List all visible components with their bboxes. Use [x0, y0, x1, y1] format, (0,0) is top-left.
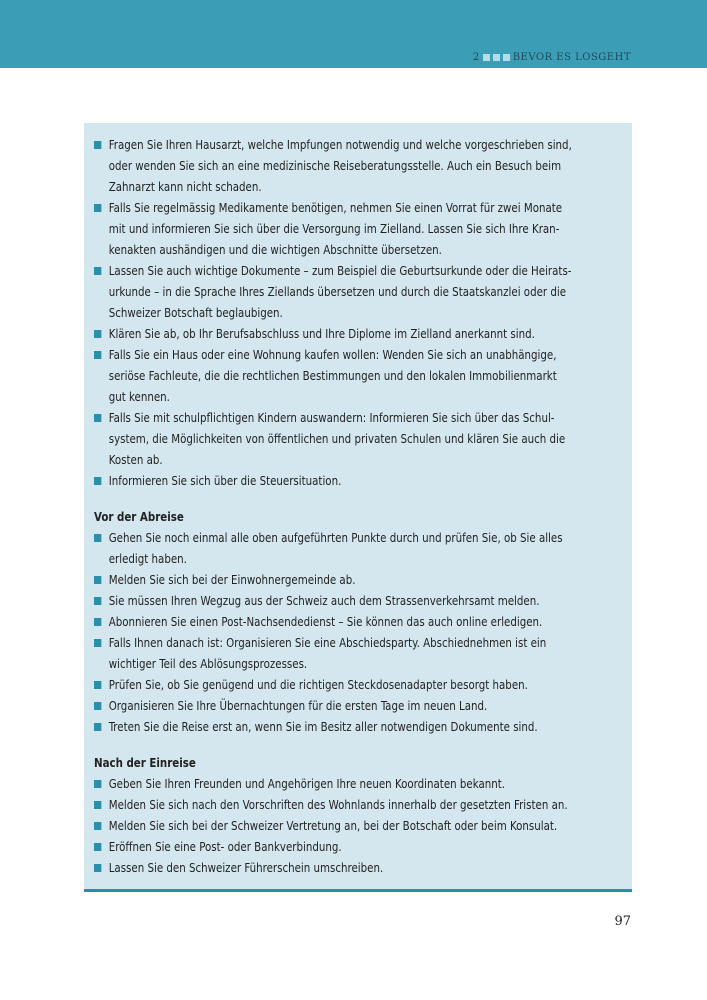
list-item — [94, 632, 582, 674]
list-item-line: Falls Sie ein Haus oder eine Wohnung kaufen wollen: Wenden Sie sich an unabhängige, — [108, 347, 557, 362]
list-item — [94, 857, 582, 878]
list-item-line: gut kennen. — [108, 389, 170, 404]
list-item-line: Melden Sie sich nach den Vorschriften des Wohnlands innerhalb der gesetzten Fristen an. — [108, 797, 568, 812]
list-item — [94, 470, 582, 491]
square-bullet-icon — [94, 780, 101, 788]
list-item — [94, 407, 582, 470]
square-bullet-icon — [94, 639, 101, 647]
list-item-line: Lassen Sie den Schweizer Führerschein umschreiben. — [108, 860, 384, 875]
list-item-line: seriöse Fachleute, die die rechtlichen Bestimmungen und den lokalen Immobilienmarkt — [108, 368, 557, 383]
square-icon — [483, 54, 490, 61]
list-item-line: Falls Ihnen danach ist: Organisieren Sie eine Abschiedsparty. Abschiednehmen ist ein — [108, 635, 547, 650]
list-item-line: Gehen Sie noch einmal alle oben aufgeführten Punkte durch und prüfen Sie, ob Sie alles — [108, 530, 563, 545]
list-item-line: Melden Sie sich bei der Schweizer Vertretung an, bei der Botschaft oder beim Konsulat. — [108, 818, 558, 833]
list-item — [94, 611, 582, 632]
list-item-line: Zahnarzt kann nicht schaden. — [108, 179, 262, 194]
square-bullet-icon — [94, 801, 101, 809]
list-item-line: Informieren Sie sich über die Steuersituation. — [108, 473, 342, 488]
list-item-line: Melden Sie sich bei der Einwohnergemeinde ab. — [108, 572, 356, 587]
list-item-line: system, die Möglichkeiten von öffentlichen und privaten Schulen und klären Sie auch die — [108, 431, 566, 446]
square-bullet-icon — [94, 414, 101, 422]
square-bullet-icon — [94, 843, 101, 851]
list-item-line: Prüfen Sie, ob Sie genügend und die richtigen Steckdosenadapter besorgt haben. — [108, 677, 528, 692]
list-item-line: Geben Sie Ihren Freunden und Angehörigen Ihre neuen Koordinaten bekannt. — [108, 776, 506, 791]
list-item-line: mit und informieren Sie sich über die Versorgung im Zielland. Lassen Sie sich Ihre Kran- — [108, 221, 560, 236]
list-item-line: Klären Sie ab, ob Ihr Berufsabschluss und Ihre Diplome im Zielland anerkannt sind. — [108, 326, 535, 341]
list-item — [94, 569, 582, 590]
list-item — [94, 260, 582, 323]
list-item — [94, 674, 582, 695]
list-item-line: Fragen Sie Ihren Hausarzt, welche Impfungen notwendig und welche vorgeschrieben sind, — [108, 137, 572, 152]
square-bullet-icon — [94, 702, 101, 710]
list-item — [94, 527, 582, 569]
square-bullet-icon — [94, 141, 101, 149]
list-item-line: kenakten aushändigen und die wichtigen Abschnitte übersetzen. — [108, 242, 442, 257]
square-bullet-icon — [94, 204, 101, 212]
list-item — [94, 815, 582, 836]
square-bullet-icon — [94, 477, 101, 485]
list-item — [94, 836, 582, 857]
list-item-line: Lassen Sie auch wichtige Dokumente – zum Beispiel die Geburtsurkunde oder die Heirats- — [108, 263, 572, 278]
checklist-content — [94, 134, 582, 878]
list-item-line: Falls Sie mit schulpflichtigen Kindern auswandern: Informieren Sie sich über das Schul- — [108, 410, 555, 425]
square-icon — [503, 54, 510, 61]
square-bullet-icon — [94, 597, 101, 605]
section-heading: Nach der Einreise — [94, 755, 196, 770]
square-bullet-icon — [94, 864, 101, 872]
list-item — [94, 134, 582, 197]
running-header — [473, 52, 631, 63]
list-item-line: oder wenden Sie sich an eine medizinische Reiseberatungsstelle. Auch ein Besuch beim — [108, 158, 562, 173]
list-item-line: erledigt haben. — [108, 551, 187, 566]
list-item — [94, 323, 582, 344]
page-number: 97 — [614, 914, 631, 929]
list-item — [94, 794, 582, 815]
list-item-line: Abonnieren Sie einen Post-Nachsendedienst – Sie können das auch online erledigen. — [108, 614, 543, 629]
square-bullet-icon — [94, 681, 101, 689]
chapter-number: 2 — [472, 52, 480, 63]
list-item-line: urkunde – in die Sprache Ihres Ziellands übersetzen und durch die Staatskanzlei oder die — [108, 284, 567, 299]
list-item — [94, 344, 582, 407]
list-item-line: Schweizer Botschaft beglaubigen. — [108, 305, 283, 320]
list-item-line: wichtiger Teil des Ablösungsprozesses. — [108, 656, 308, 671]
square-bullet-icon — [94, 822, 101, 830]
chapter-title: BEVOR ES LOSGEHT — [512, 52, 631, 63]
square-bullet-icon — [94, 534, 101, 542]
list-item-line: Organisieren Sie Ihre Übernachtungen für die ersten Tage im neuen Land. — [108, 698, 488, 713]
section-heading: Vor der Abreise — [94, 509, 184, 524]
square-bullet-icon — [94, 576, 101, 584]
square-bullet-icon — [94, 618, 101, 626]
box-bottom-rule — [84, 889, 632, 892]
list-item — [94, 590, 582, 611]
square-bullet-icon — [94, 267, 101, 275]
square-bullet-icon — [94, 351, 101, 359]
square-icon — [493, 54, 500, 61]
list-item-line: Eröffnen Sie eine Post- oder Bankverbindung. — [108, 839, 342, 854]
header-band — [0, 0, 707, 68]
list-item — [94, 773, 582, 794]
square-bullet-icon — [94, 723, 101, 731]
list-item — [94, 716, 582, 737]
list-item-line: Treten Sie die Reise erst an, wenn Sie im Besitz aller notwendigen Dokumente sind. — [108, 719, 538, 734]
list-item — [94, 695, 582, 716]
list-item-line: Sie müssen Ihren Wegzug aus der Schweiz auch dem Strassenverkehrsamt melden. — [108, 593, 540, 608]
list-item-line: Kosten ab. — [108, 452, 163, 467]
list-item-line: Falls Sie regelmässig Medikamente benötigen, nehmen Sie einen Vorrat für zwei Monate — [108, 200, 563, 215]
square-bullet-icon — [94, 330, 101, 338]
list-item — [94, 197, 582, 260]
